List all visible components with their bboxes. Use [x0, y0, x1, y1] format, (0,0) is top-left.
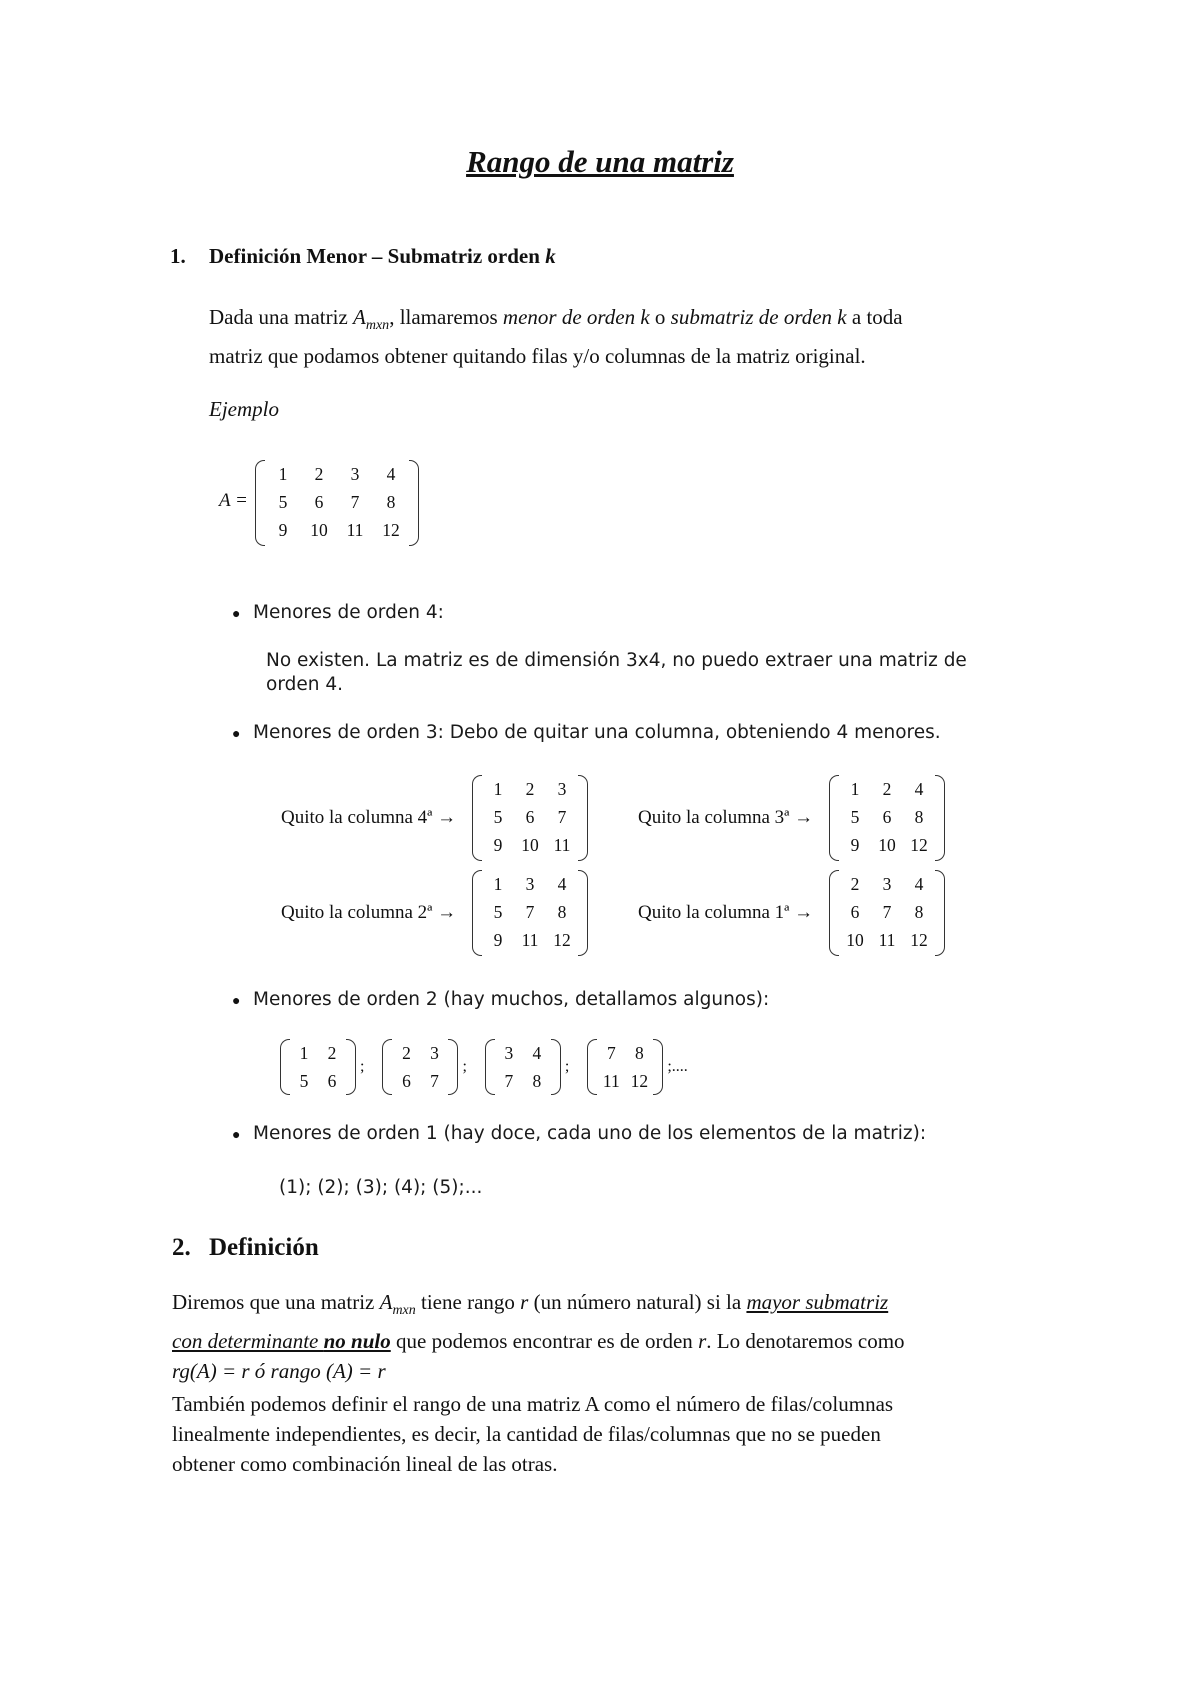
matrix-cell: 1 [278, 463, 288, 484]
order-2-matrix [280, 1039, 356, 1095]
matrix-cell: 1 [493, 873, 503, 894]
matrix-bracket-right [448, 1039, 458, 1095]
matrix-bracket-right [653, 1039, 663, 1095]
matrix-bracket-right [551, 1039, 561, 1095]
matrix-cell: 6 [882, 806, 892, 827]
matrix-cell: 6 [525, 806, 535, 827]
matrix-bracket-right [935, 775, 945, 861]
matrix-cell: 2 [402, 1042, 411, 1063]
matrix-cell: 8 [557, 901, 567, 922]
section-1-paragraph: Dada una matriz $A_{mxn}$, llamaremos menor de orden k o submatriz de orden k a toda matriz que podamos obtener quitando filas y/o columnas de la matriz original. [209, 305, 903, 369]
order-3-matrix-1 [472, 775, 588, 861]
bullet-order-4: Menores de orden 4: [253, 602, 444, 623]
matrix-cell: 2 [314, 463, 324, 484]
example-label: Ejemplo [209, 397, 279, 421]
page-title: Rango de una matriz [466, 144, 734, 179]
matrix-bracket-left [472, 775, 482, 861]
matrix-cell: 7 [606, 1042, 616, 1063]
matrix-cell: 9 [850, 834, 860, 855]
matrix-bracket-right [578, 775, 588, 861]
order-2-matrix [382, 1039, 458, 1095]
matrix-bracket-left [255, 460, 265, 546]
bullet-dot: ● [232, 607, 241, 622]
matrix-cell: 8 [914, 806, 924, 827]
order-3-label-4: Quito la columna 1ª → [638, 902, 814, 923]
matrix-cell: 2 [525, 778, 535, 799]
matrix-cell: 1 [850, 778, 860, 799]
matrix-cell: 1 [493, 778, 503, 799]
matrix-cell: 5 [278, 491, 288, 512]
order-2-matrix [587, 1039, 663, 1095]
matrix-cell: 3 [350, 463, 360, 484]
order-2-matrix [485, 1039, 561, 1095]
order-3-label-2: Quito la columna 3ª → [638, 807, 814, 828]
matrix-cell: 4 [386, 463, 396, 484]
matrix-cell: 2 [850, 873, 860, 894]
matrix-cell: 1 [299, 1042, 309, 1063]
matrix-cell: 11 [521, 929, 539, 950]
matrix-bracket-right [935, 870, 945, 956]
matrix-bracket-right [346, 1039, 356, 1095]
matrix-cell: 10 [846, 929, 864, 950]
matrix-cell: 9 [493, 834, 503, 855]
matrix-cell: 7 [350, 491, 360, 512]
matrix-cell: 8 [634, 1042, 644, 1063]
matrix-cell: 11 [602, 1070, 620, 1091]
matrix-bracket-left [829, 775, 839, 861]
section-2-paragraph-1: Diremos que una matriz $A_{mxn}$ tiene rango r (un número natural) si la mayor submatriz con determinante no nulo que podemos encontrar es de orden r. Lo denotaremos como rg(A) = r ó rango (A) = r [172, 1290, 905, 1384]
separator: ; [564, 1058, 570, 1075]
matrix-a [255, 460, 419, 546]
matrix-cell: 11 [878, 929, 896, 950]
order-3-matrix-3 [472, 870, 588, 956]
matrix-cell: 5 [493, 806, 503, 827]
matrix-cell: 3 [504, 1042, 514, 1063]
matrix-bracket-left [382, 1039, 392, 1095]
matrix-cell: 7 [557, 806, 567, 827]
matrix-bracket-left [280, 1039, 290, 1095]
matrix-cell: 4 [532, 1042, 542, 1063]
matrix-bracket-left [829, 870, 839, 956]
bullet-order-2: Menores de orden 2 (hay muchos, detallamos algunos): [253, 989, 770, 1010]
matrix-bracket-right [578, 870, 588, 956]
separator: ;.... [667, 1058, 688, 1075]
matrix-cell: 4 [914, 873, 924, 894]
matrix-cell: 8 [386, 491, 396, 512]
matrix-cell: 6 [327, 1070, 337, 1091]
matrix-cell: 9 [493, 929, 503, 950]
matrix-cell: 10 [878, 834, 896, 855]
matrix-bracket-right [409, 460, 419, 546]
matrix-cell: 6 [850, 901, 860, 922]
section-2-paragraph-2: También podemos definir el rango de una matriz A como el número de filas/columnas linealmente independientes, es decir, la cantidad de filas/columnas que no se pueden obtener como combinación lineal de las otras. [172, 1392, 894, 1476]
matrix-cell: 6 [314, 491, 324, 512]
order-2-minors [280, 1038, 706, 1096]
order-4-detail-line-1: No existen. La matriz es de dimensión 3x4, no puedo extraer una matriz de [266, 650, 967, 671]
separator: ; [462, 1058, 467, 1075]
matrix-cell: 8 [532, 1070, 542, 1091]
section-2-number: 2. [172, 1234, 191, 1261]
matrix-cell: 7 [430, 1070, 439, 1091]
bullet-order-1: Menores de orden 1 (hay doce, cada uno de los elementos de la matriz): [253, 1123, 927, 1144]
order-1-detail: (1); (2); (3); (4); (5);... [279, 1177, 483, 1198]
matrix-cell: 11 [553, 834, 571, 855]
order-3-matrix-2 [829, 775, 945, 861]
matrix-cell: 3 [525, 873, 535, 894]
matrix-cell: 5 [850, 806, 860, 827]
section-2-heading: Definición [209, 1234, 319, 1261]
matrix-cell: 4 [914, 778, 924, 799]
matrix-cell: 3 [557, 778, 567, 799]
matrix-bracket-left [472, 870, 482, 956]
matrix-cell: 12 [630, 1070, 649, 1091]
order-3-matrix-4 [829, 870, 945, 956]
matrix-cell: 12 [910, 834, 928, 855]
matrix-cell: 10 [521, 834, 539, 855]
bullet-dot: ● [232, 727, 241, 742]
order-3-label-1: Quito la columna 4ª → [281, 807, 457, 828]
matrix-cell: 12 [910, 929, 928, 950]
bullet-order-3: Menores de orden 3: Debo de quitar una columna, obteniendo 4 menores. [253, 722, 941, 743]
matrix-cell: 2 [882, 778, 892, 799]
bullet-dot: ● [232, 1128, 241, 1143]
order-4-detail-line-2: orden 4. [266, 674, 343, 695]
matrix-cell: 3 [430, 1042, 439, 1063]
matrix-cell: 6 [402, 1070, 411, 1091]
order-3-label-3: Quito la columna 2ª → [281, 902, 457, 923]
matrix-cell: 10 [310, 519, 328, 540]
matrix-bracket-left [485, 1039, 495, 1095]
matrix-cell: 7 [882, 901, 892, 922]
separator: ; [360, 1058, 365, 1075]
matrix-cell: 12 [553, 929, 571, 950]
matrix-cell: 3 [882, 873, 892, 894]
matrix-cell: 5 [493, 901, 503, 922]
matrix-cell: 12 [382, 519, 400, 540]
section-1-number: 1. [170, 244, 186, 268]
matrix-cell: 2 [327, 1042, 337, 1063]
matrix-cell: 11 [346, 519, 364, 540]
matrix-cell: 4 [557, 873, 567, 894]
matrix-a-label: A = [219, 490, 248, 511]
matrix-cell: 5 [299, 1070, 309, 1091]
bullet-dot: ● [232, 994, 241, 1009]
section-1-heading: Definición Menor – Submatriz orden k [209, 244, 556, 268]
matrix-cell: 7 [504, 1070, 514, 1091]
matrix-cell: 9 [278, 519, 288, 540]
matrix-bracket-left [587, 1039, 597, 1095]
matrix-cell: 8 [914, 901, 924, 922]
matrix-cell: 7 [525, 901, 535, 922]
